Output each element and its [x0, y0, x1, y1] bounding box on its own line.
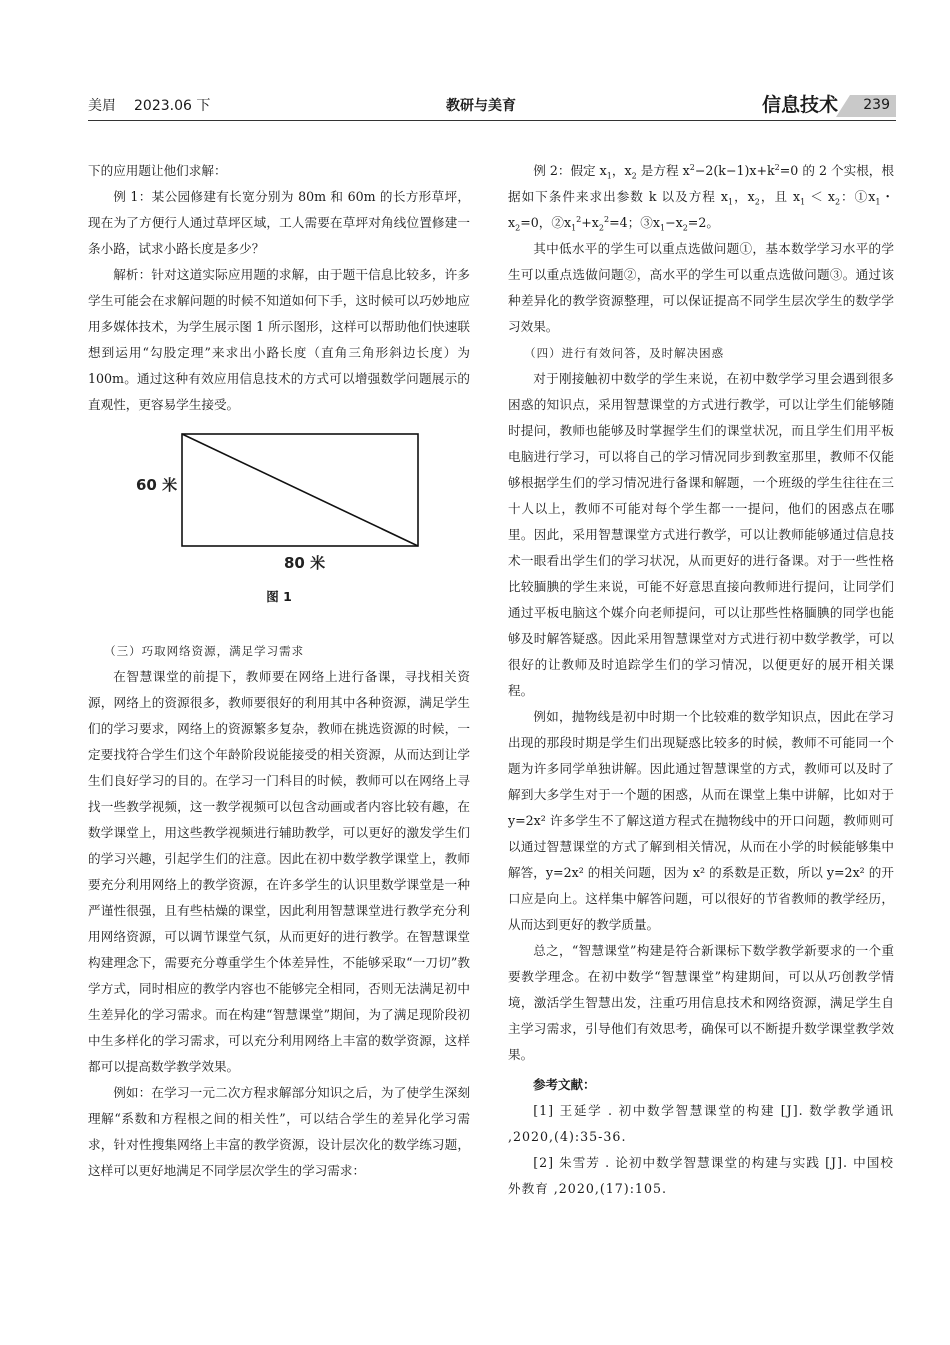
analysis: 解析：针对这道实际应用题的求解，由于题干信息比较多，许多学生可能会在求解问题的时候不知道如何下手，这时候可以巧妙地应用多媒体技术，为学生展示图 1 所示图形，这样可以帮助他们快速联想到运用“勾股定理”来求出小路长度（直角三角形斜边长度）为 100m。通过这种有效应用信息技术的方式可以增强数学问题展示的直观性，更容易学生接受。: [88, 267, 470, 412]
paragraph: 对于刚接触初中数学的学生来说，在初中数学学习里会遇到很多困惑的知识点，采用智慧课堂的方式进行教学，可以让学生们能够随时提问，教师也能够及时掌握学生们的课堂状况，而且学生们用平板电脑进行学习，可以将自己的学习情况同步到教室那里，教师不仅能够根据学生们的学习情况进行备课和解题，一个班级的学生往往在三十人以上，教师不可能对每个学生都一一提问，他们的困惑点在哪里。因此，采用智慧课堂方式进行教学，可以让教师能够通过信息技术一眼看出学生们的学习状况，从而更好的进行备课。对于一些性格比较腼腆的学生来说，可能不好意思直接向教师进行提问，让同学们通过平板电脑这个媒介向老师提问，可以让那些性格腼腆的同学也能够及时解答疑惑。因此采用智慧课堂对方式进行初中数学教学，可以很好的让教师及时追踪学生们的学习情况，以便更好的展开相关课程。: [508, 371, 894, 698]
diagonal-path: [182, 434, 418, 546]
right-column: [508, 158, 894, 1202]
header-rule: [88, 120, 896, 121]
subheading-4: （四）进行有效问答，及时解决困惑: [524, 346, 725, 360]
paragraph: 其中低水平的学生可以重点选做问题①，基本数学学习水平的学生可以重点选做问题②，高水平的学生可以重点选做问题③。通过该种差异化的教学资源整理，可以保证提高不同学生层次学生的数学学习效果。: [508, 241, 894, 334]
issue-date: 2023.06 下: [134, 98, 211, 114]
reference-item: [2] 朱雪芳 . 论初中数学智慧课堂的构建与实践 [J]. 中国校外教育 ,2020,(17):105.: [508, 1155, 894, 1196]
paragraph: 总之，“智慧课堂”构建是符合新课标下数学教学新要求的一个重要教学理念。在初中数学“智慧课堂”构建期间，可以从巧创教学情境，激活学生智慧出发，注重巧用信息技术和网络资源，满足学生自主学习需求，引导他们有效思考，确保可以不断提升数学课堂教学效果。: [508, 943, 894, 1062]
height-label: 60 米: [136, 476, 178, 494]
subheading-3: （三）巧取网络资源，满足学习需求: [104, 644, 305, 658]
page-header: [88, 88, 896, 118]
figure-caption: 图 1: [266, 589, 292, 604]
paragraph: 例如：在学习一元二次方程求解部分知识之后，为了使学生深刻理解“系数和方程根之间的相关性”，可以结合学生的差异化学习需求，针对性搜集网络上丰富的教学资源，设计层次化的数学练习题，这样可以更好地满足不同学层次学生的学习需求：: [88, 1085, 470, 1178]
width-label: 80 米: [284, 554, 326, 572]
section-title: 信息技术: [761, 94, 838, 116]
rectangle-diagram: [88, 428, 470, 610]
column-title: 教研与美育: [446, 98, 516, 114]
example-2: 例 2：假定 $x_1$，$x_2$ 是方程 $x^2-2(k-1)x+k^2=0$ 的 2 个实根，根据如下条件来求出参数 k 以及方程 $x_1$，$x_2$，且 $x_1 < x_2$：$①x_1$・$x_2=0$，$②x_1^2+x_2^2=4$；$③x_1-x_2=2$。: [508, 162, 895, 233]
paragraph: 下的应用题让他们求解：: [88, 163, 227, 178]
header-left: [88, 95, 228, 115]
left-column: [88, 158, 470, 1184]
references-heading: 参考文献：: [533, 1077, 596, 1092]
page-number-tab: [836, 95, 896, 117]
figure-1: [88, 428, 470, 638]
reference-item: [1] 王延学 . 初中数学智慧课堂的构建 [J]. 数学教学通讯 ,2020,(4):35-36.: [508, 1103, 894, 1144]
example-1: 例 1：某公园修建有长宽分别为 80m 和 60m 的长方形草坪，现在为了方便行人通过草坪区域，工人需要在草坪对角线位置修建一条小路，试求小路长度是多少？: [88, 189, 470, 256]
page-number: 239: [863, 97, 890, 113]
paragraph: 例如，抛物线是初中时期一个比较难的数学知识点，因此在学习出现的那段时期是学生们出现疑惑比较多的时候，教师不可能同一个题为许多同学单独讲解。因此通过智慧课堂的方式，教师可以及时了解到大多学生对于一个题的困惑，从而在课堂上集中讲解，比如对于 y=2x² 许多学生不了解这道方程式在抛物线中的开口问题，教师则可以通过智慧课堂的方式了解到相关情况，从而在小学的时候能够集中解答，y=2x² 的相关问题，因为 x² 的系数是正数，所以 y=2x² 的开口应是向上。这样集中解答问题，可以很好的节省教师的教学经历，从而达到更好的教学质量。: [508, 709, 894, 932]
journal-name: 美眉: [88, 98, 116, 114]
paragraph: 在智慧课堂的前提下，教师要在网络上进行备课，寻找相关资源，网络上的资源很多，教师要很好的利用其中各种资源，满足学生们的学习要求，网络上的资源繁多复杂，教师在挑选资源的时候，一定要找符合学生们这个年龄阶段说能接受的相关资源，从而达到让学生们良好学习的目的。在学习一门科目的时候，教师可以在网络上寻找一些教学视频，这一教学视频可以包含动画或者内容比较有趣，在数学课堂上，用这些教学视频进行辅助教学，可以更好的激发学生们的学习兴趣，引起学生们的注意。因此在初中数学教学课堂上，教师要充分利用网络上的教学资源，在许多学生的认识里数学课堂是一种严谨性很强，且有些枯燥的课堂，因此利用智慧课堂进行教学充分利用网络资源，可以调节课堂气氛，从而更好的进行教学。在智慧课堂构建理念下，需要充分尊重学生个体差异性，不能够采取“一刀切”教学方式，同时相应的教学内容也不能够完全相同，否则无法满足初中生差异化的学习需求。而在构建“智慧课堂”期间，为了满足现阶段初中生多样化的学习需求，可以充分利用网络上丰富的数学资源，这样都可以提高数学教学效果。: [88, 669, 470, 1074]
